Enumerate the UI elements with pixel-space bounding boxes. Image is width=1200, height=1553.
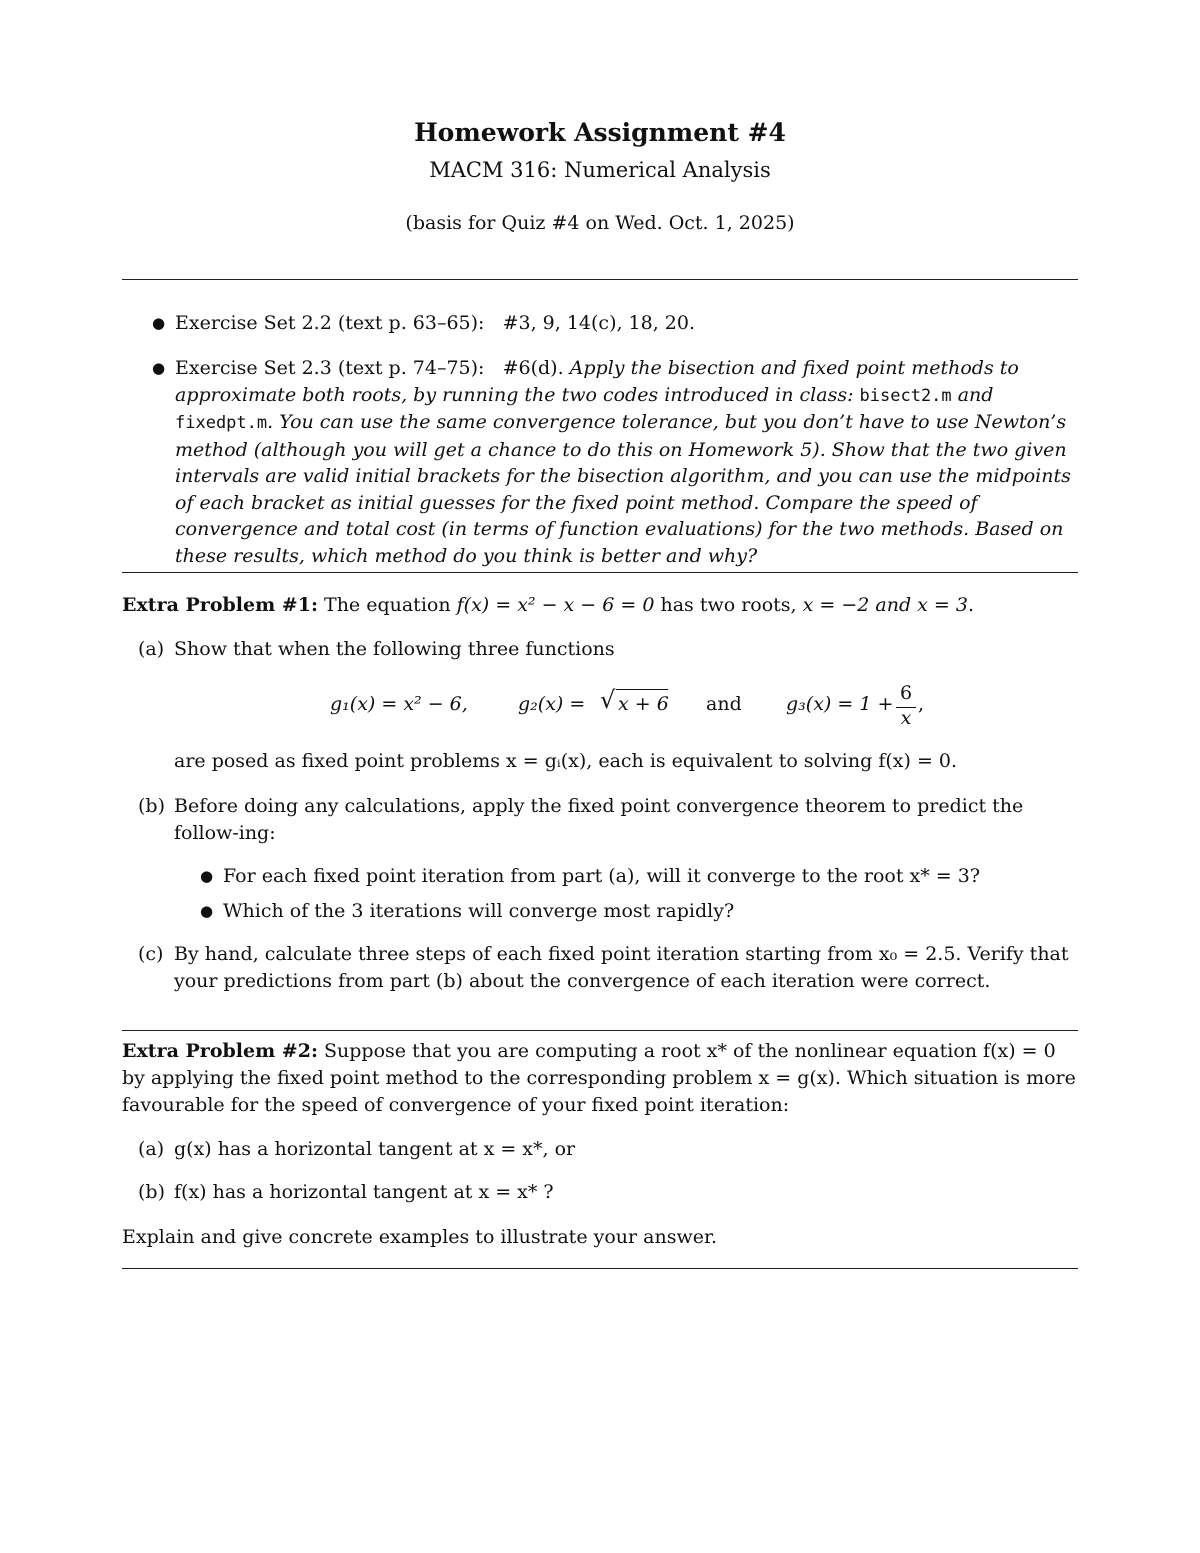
intro-text: The equation xyxy=(324,594,451,616)
bullet-icon: ● xyxy=(200,902,214,920)
part-text: are posed as fixed point problems x = gᵢ(x), each is equivalent to solving f(x) = 0. xyxy=(174,750,958,772)
closing-instruction: Explain and give concrete examples to illustrate your answer. xyxy=(122,1226,717,1248)
divider xyxy=(122,572,1078,573)
g2-lhs: g₂(x) = xyxy=(518,693,586,715)
part-label: (b) xyxy=(138,1181,165,1203)
divider xyxy=(122,279,1078,280)
intro-text: has two roots, xyxy=(660,594,797,616)
fraction-denominator: x xyxy=(900,707,912,729)
part-text: Show that when the following three functions xyxy=(174,638,615,660)
code-filename: bisect2.m xyxy=(859,385,952,406)
extra-problem-1-intro xyxy=(122,592,1078,619)
sqrt-icon: √ xyxy=(600,686,616,714)
comma: , xyxy=(918,693,925,715)
sqrt-bar xyxy=(616,689,668,690)
g3-lhs: g₃(x) = 1 + xyxy=(786,693,894,715)
part-text: f(x) has a horizontal tangent at x = x* ? xyxy=(174,1181,554,1203)
exercise-set-2-3 xyxy=(152,355,1078,569)
part-b-item-text: Which of the 3 iterations will converge most rapidly? xyxy=(223,900,735,922)
extra-problem-2-heading: Extra Problem #2: xyxy=(122,1040,318,1062)
extra-problem-2-intro xyxy=(122,1038,1078,1119)
part-label: (a) xyxy=(138,638,165,660)
functions-display xyxy=(122,680,1078,734)
part-label: (a) xyxy=(138,1138,165,1160)
exercise-instructions-cont: . You can use the same convergence tolerance, but you don’t have to use Newton’s method (although you will get a chance to do this on Homework 5). Show that the two given intervals are valid initial brackets for the bisection algorithm, and you can use the midpoints of each bracket as initial guesses for the fixed point method. Compare the speed of convergence and total cost (in terms of function evaluations) for the two methods. Based on these results, which method do you think is better and why? xyxy=(175,411,1071,567)
exercise-set-2-2 xyxy=(152,310,1078,337)
instructions-and: and xyxy=(957,383,994,406)
ep2-part-b xyxy=(138,1179,1078,1206)
page-title: Homework Assignment #4 xyxy=(414,118,786,147)
bullet-icon: ● xyxy=(200,867,214,885)
part-label: (b) xyxy=(138,795,165,817)
ep2-part-a xyxy=(138,1136,1078,1163)
part-a xyxy=(138,636,1078,663)
part-b xyxy=(138,793,1078,847)
part-b-item xyxy=(200,863,1078,890)
intro-text: Suppose that you are computing a root x* of the nonlinear equation f(x) = 0 by applying the fixed point method to the corresponding problem x = g(x). Which situation is more favourable for the speed of convergence of your fixed point iteration: xyxy=(122,1040,1076,1116)
code-filename: fixedpt.m xyxy=(175,413,268,433)
course-subtitle: MACM 316: Numerical Analysis xyxy=(429,158,771,182)
bullet-icon: ● xyxy=(152,314,166,332)
exercise-label: Exercise Set 2.3 (text p. 74–75): xyxy=(175,357,485,379)
bullet-icon: ● xyxy=(152,359,166,377)
equation: f(x) = x² − x − 6 = 0 xyxy=(456,594,655,616)
part-text: Before doing any calculations, apply the fixed point convergence theorem to predict the follow-ing: xyxy=(174,795,1024,844)
divider xyxy=(122,1268,1078,1269)
g2-radicand: x + 6 xyxy=(618,693,669,715)
part-b-item-text: For each fixed point iteration from part (a), will it converge to the root x* = 3? xyxy=(223,865,981,887)
part-text: g(x) has a horizontal tangent at x = x*, or xyxy=(174,1138,576,1160)
exercise-problems: #3, 9, 14(c), 18, 20. xyxy=(502,312,696,334)
part-text: By hand, calculate three steps of each fixed point iteration starting from x₀ = 2.5. Verify that your predictions from part (b) about the convergence of each iteration were correct. xyxy=(174,943,1069,992)
roots: x = −2 and x = 3. xyxy=(802,594,975,616)
exercise-label: Exercise Set 2.2 (text p. 63–65): xyxy=(175,312,485,334)
divider xyxy=(122,1030,1078,1031)
part-c xyxy=(138,941,1078,995)
exercise-instructions: Apply the bisection and fixed point methods to approximate both roots, by running the two codes introduced in class: xyxy=(175,357,1019,406)
quiz-basis-note: (basis for Quiz #4 on Wed. Oct. 1, 2025) xyxy=(405,212,795,234)
exercise-problems: #6(d). xyxy=(502,357,564,379)
fraction-numerator: 6 xyxy=(899,682,913,704)
part-label: (c) xyxy=(138,943,164,965)
extra-problem-1-heading: Extra Problem #1: xyxy=(122,594,318,616)
g1-function: g₁(x) = x² − 6, xyxy=(330,693,468,715)
part-b-item xyxy=(200,898,1078,925)
part-a-tail xyxy=(138,748,1078,775)
and-word: and xyxy=(706,693,742,715)
